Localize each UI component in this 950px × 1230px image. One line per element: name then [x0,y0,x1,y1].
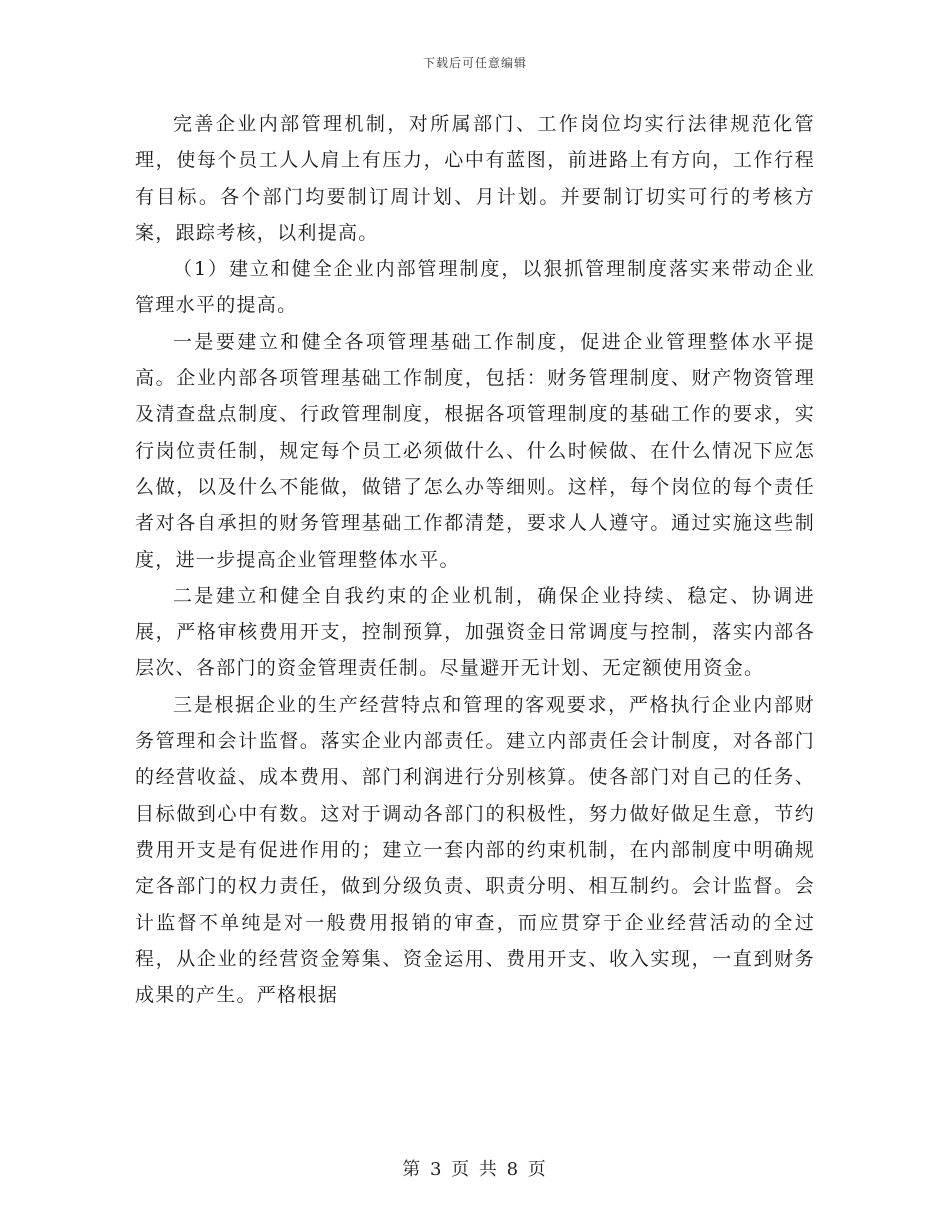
paragraph-item-1: （1）建立和健全企业内部管理制度，以狠抓管理制度落实来带动企业管理水平的提高。 [135,258,815,317]
document-body [135,106,815,1013]
paragraph-management-mechanism: 完善企业内部管理机制，对所属部门、工作岗位均实行法律规范化管理，使每个员工人人肩上有压力，心中有蓝图，前进路上有方向，工作行程有目标。各个部门均要制订周计划、月计划。并要制订切实可行的考核方案，跟踪考核，以利提高。 [135,113,815,244]
paragraph-point-one: 一是要建立和健全各项管理基础工作制度，促进企业管理整体水平提高。企业内部各项管理基础工作制度，包括：财务管理制度、财产物资管理及清查盘点制度、行政管理制度，根据各项管理制度的基础工作的要求，实行岗位责任制，规定每个员工必须做什么、什么时候做、在什么情况下应怎么做，以及什么不能做，做错了怎么办等细则。这样，每个岗位的每个责任者对各自承担的财务管理基础工作都清楚，要求人人遵守。通过实施这些制度，进一步提高企业管理整体水平。 [135,330,815,571]
page-header-note: 下载后可任意编辑 [422,56,527,70]
paragraph-point-three: 三是根据企业的生产经营特点和管理的客观要求，严格执行企业内部财务管理和会计监督。落实企业内部责任。建立内部责任会计制度，对各部门的经营收益、成本费用、部门利润进行分别核算。使各部门对自己的任务、目标做到心中有数。这对于调动各部门的积极性，努力做好做足生意，节约费用开支是有促进作用的；建立一套内部的约束机制，在内部制度中明确规定各部门的权力责任，做到分级负责、职责分明、相互制约。会计监督。会计监督不单纯是对一般费用报销的审查，而应贯穿于企业经营活动的全过程，从企业的经营资金筹集、资金运用、费用开支、收入实现，一直到财务成果的产生。严格根据 [135,693,815,1007]
paragraph-point-two: 二是建立和健全自我约束的企业机制，确保企业持续、稳定、协调进展，严格审核费用开支，控制预算，加强资金日常调度与控制，落实内部各层次、各部门的资金管理责任制。尽量避开无计划、无定额使用资金。 [135,584,815,680]
page-number-footer: 第 3 页 共 8 页 [402,1159,548,1180]
